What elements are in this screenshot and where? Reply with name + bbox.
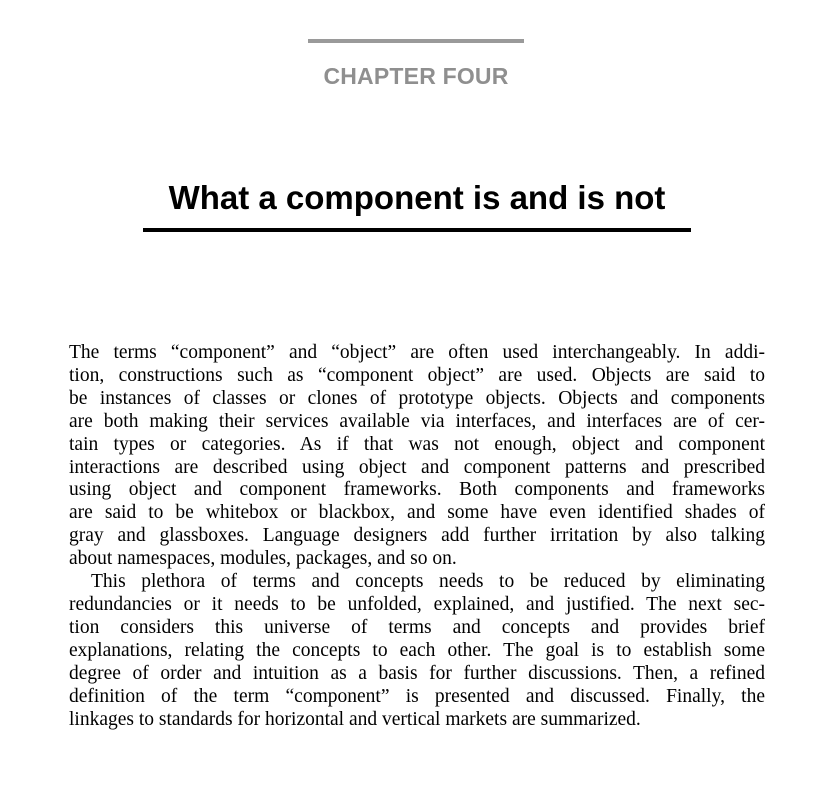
chapter-rule bbox=[308, 39, 524, 43]
text-line: explanations, relating the concepts to each other. The goal is to establish some bbox=[69, 639, 765, 661]
text-line: gray and glassboxes. Language designers add further irritation by also talking bbox=[69, 525, 765, 547]
text-line: linkages to standards for horizontal and vertical markets are summarized. bbox=[69, 708, 641, 730]
body-text bbox=[69, 342, 765, 731]
text-line: be instances of classes or clones of prototype objects. Objects and components bbox=[69, 387, 765, 409]
chapter-title-block bbox=[143, 176, 691, 232]
text-line: The terms “component” and “object” are often used interchangeably. In addi- bbox=[69, 342, 765, 363]
text-line: are both making their services available via interfaces, and interfaces are of cer- bbox=[69, 410, 765, 432]
chapter-label: CHAPTER FOUR bbox=[323, 63, 509, 89]
chapter-title: What a component is and is not bbox=[168, 179, 666, 216]
text-line: redundancies or it needs to be unfolded, explained, and justified. The next sec- bbox=[69, 593, 765, 615]
text-line: This plethora of terms and concepts needs to be reduced by eliminating bbox=[91, 571, 765, 593]
text-line: degree of order and intuition as a basis for further discussions. Then, a refined bbox=[69, 662, 765, 684]
paragraph-1 bbox=[69, 342, 765, 571]
text-line: interactions are described using object and component patterns and prescribed bbox=[69, 456, 765, 478]
text-line: tain types or categories. As if that was not enough, object and component bbox=[69, 433, 765, 455]
text-line: are said to be whitebox or blackbox, and some have even identified shades of bbox=[69, 502, 765, 524]
text-line: using object and component frameworks. Both components and frameworks bbox=[69, 479, 765, 501]
paragraph-2 bbox=[69, 571, 765, 731]
text-line: tion, constructions such as “component object” are used. Objects are said to bbox=[69, 364, 765, 386]
text-line: tion considers this universe of terms and concepts and provides brief bbox=[69, 616, 765, 638]
text-line: about namespaces, modules, packages, and so on. bbox=[69, 548, 457, 570]
title-underline bbox=[143, 228, 691, 232]
text-line: definition of the term “component” is presented and discussed. Finally, the bbox=[69, 685, 765, 707]
